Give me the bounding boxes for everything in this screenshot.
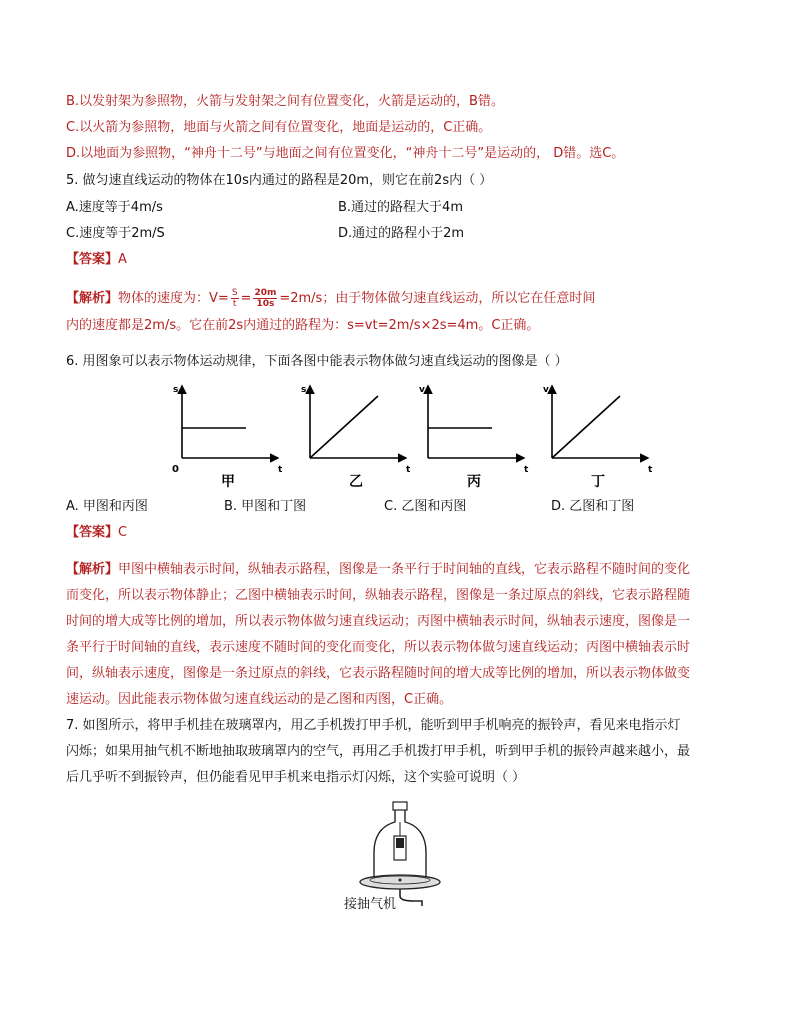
fraction-numerator: S (231, 288, 238, 298)
graph-y-label: s (301, 385, 307, 395)
q6-analysis-line1 (66, 561, 690, 579)
analysis-label: 【解析】 (66, 291, 119, 306)
pump-pipe (400, 889, 422, 906)
graph-origin-label: 0 (172, 464, 179, 475)
q6-option-b: B. 甲图和丁图 (224, 499, 307, 514)
graph-x-label: t (524, 465, 529, 475)
q6-answer (66, 524, 127, 542)
answer-label: 【答案】 (66, 252, 119, 267)
q5-analysis-line2: 内的速度都是2m/s。它在前2s内通过的路程为：s=vt=2m/s×2s=4m。C正确。 (66, 318, 540, 333)
fraction-s-over-t (231, 288, 239, 309)
graph-caption: 乙 (349, 474, 363, 490)
q4-option-c-analysis: C.以火箭为参照物，地面与火箭之间有位置变化，地面是运动的，C正确。 (66, 120, 492, 135)
q6-analysis-line5: 间，纵轴表示速度，图像是一条过原点的斜线，它表示路程随时间的增大成等比例的增加，所以表示物体做变 (66, 666, 691, 681)
q6-option-a: A. 甲图和丙图 (66, 499, 148, 514)
graph-caption: 甲 (221, 474, 235, 490)
graph-y-label: v (419, 385, 425, 395)
q5-option-a: A.速度等于4m/s (66, 200, 163, 215)
bell-jar-phone-figure (340, 800, 460, 915)
graph-y-label: v (543, 385, 549, 395)
q7-stem-line1: 7. 如图所示，将甲手机挂在玻璃罩内，用乙手机拨打甲手机，能听到甲手机响亮的振铃声，看见来电指示灯 (66, 718, 681, 733)
equals-sign: = (240, 291, 252, 306)
q6-stem: 6. 用图象可以表示物体运动规律，下面各图中能表示物体做匀速直线运动的图像是（ ） (66, 354, 568, 369)
fraction-denominator: 10s (256, 299, 275, 309)
graph-x-label: t (648, 465, 653, 475)
fraction-20m-over-10s (253, 288, 277, 309)
graph-line-rising (310, 396, 378, 458)
analysis-text: 甲图中横轴表示时间，纵轴表示路程，图像是一条平行于时间轴的直线，它表示路程不随时间的变化 (118, 562, 691, 577)
q6-analysis-line6: 速运动。因此能表示物体做匀速直线运动的是乙图和丙图，C正确。 (66, 692, 453, 707)
q6-analysis-line4: 条平行于时间轴的直线，表示速度不随时间的变化而变化，所以表示物体做匀速直线运动；丙图中横轴表示时 (66, 640, 691, 655)
graph-x-label: t (406, 465, 411, 475)
base-plate (360, 875, 440, 889)
analysis-text: 物体的速度为：V= (118, 291, 229, 306)
q5-option-c: C.速度等于2m/S (66, 226, 165, 241)
q5-option-d: D.通过的路程小于2m (338, 226, 465, 241)
fraction-numerator: 20m (254, 288, 277, 298)
analysis-text: =2m/s；由于物体做匀速直线运动，所以它在任意时间 (279, 291, 596, 306)
q6-analysis-line2: 而变化，所以表示物体静止；乙图中横轴表示时间，纵轴表示路程，图像是一条过原点的斜线，它表示路程随 (66, 588, 691, 603)
q4-option-d-analysis: D.以地面为参照物，“神舟十二号”与地面之间有位置变化，“神舟十二号”是运动的， D错。选C。 (66, 146, 625, 161)
graph-y-label: s (173, 385, 179, 395)
q5-analysis-line1 (66, 288, 595, 309)
graph-x-label: t (278, 465, 283, 475)
answer-value: A (118, 252, 127, 267)
analysis-label: 【解析】 (66, 562, 119, 577)
graph-line-rising (552, 396, 620, 458)
q5-answer (66, 251, 127, 269)
answer-label: 【答案】 (66, 525, 119, 540)
graph-caption: 丁 (591, 474, 605, 490)
q6-analysis-line3: 时间的增大成等比例的增加，所以表示物体做匀速直线运动；丙图中横轴表示时间，纵轴表示速度，图像是一 (66, 614, 691, 629)
q6-motion-graphs (160, 378, 660, 490)
jar-stopper (393, 802, 407, 810)
fraction-denominator: t (232, 299, 237, 309)
q5-stem: 5. 做匀速直线运动的物体在10s内通过的路程是20m，则它在前2s内（ ） (66, 173, 493, 188)
q6-option-c: C. 乙图和丙图 (384, 499, 467, 514)
q7-stem-line3: 后几乎听不到振铃声，但仍能看见甲手机来电指示灯闪烁，这个实验可说明（ ） (66, 770, 526, 785)
q5-option-b: B.通过的路程大于4m (338, 200, 463, 215)
graph-caption: 丙 (467, 474, 481, 490)
figure-label: 接抽气机 (344, 897, 397, 912)
answer-value: C (118, 525, 128, 540)
q4-option-b-analysis: B.以发射架为参照物，火箭与发射架之间有位置变化，火箭是运动的，B错。 (66, 94, 504, 109)
q7-stem-line2: 闪烁；如果用抽气机不断地抽取玻璃罩内的空气，再用乙手机拨打甲手机，听到甲手机的振铃声越来越小，最 (66, 744, 691, 759)
q6-option-d: D. 乙图和丁图 (551, 499, 635, 514)
